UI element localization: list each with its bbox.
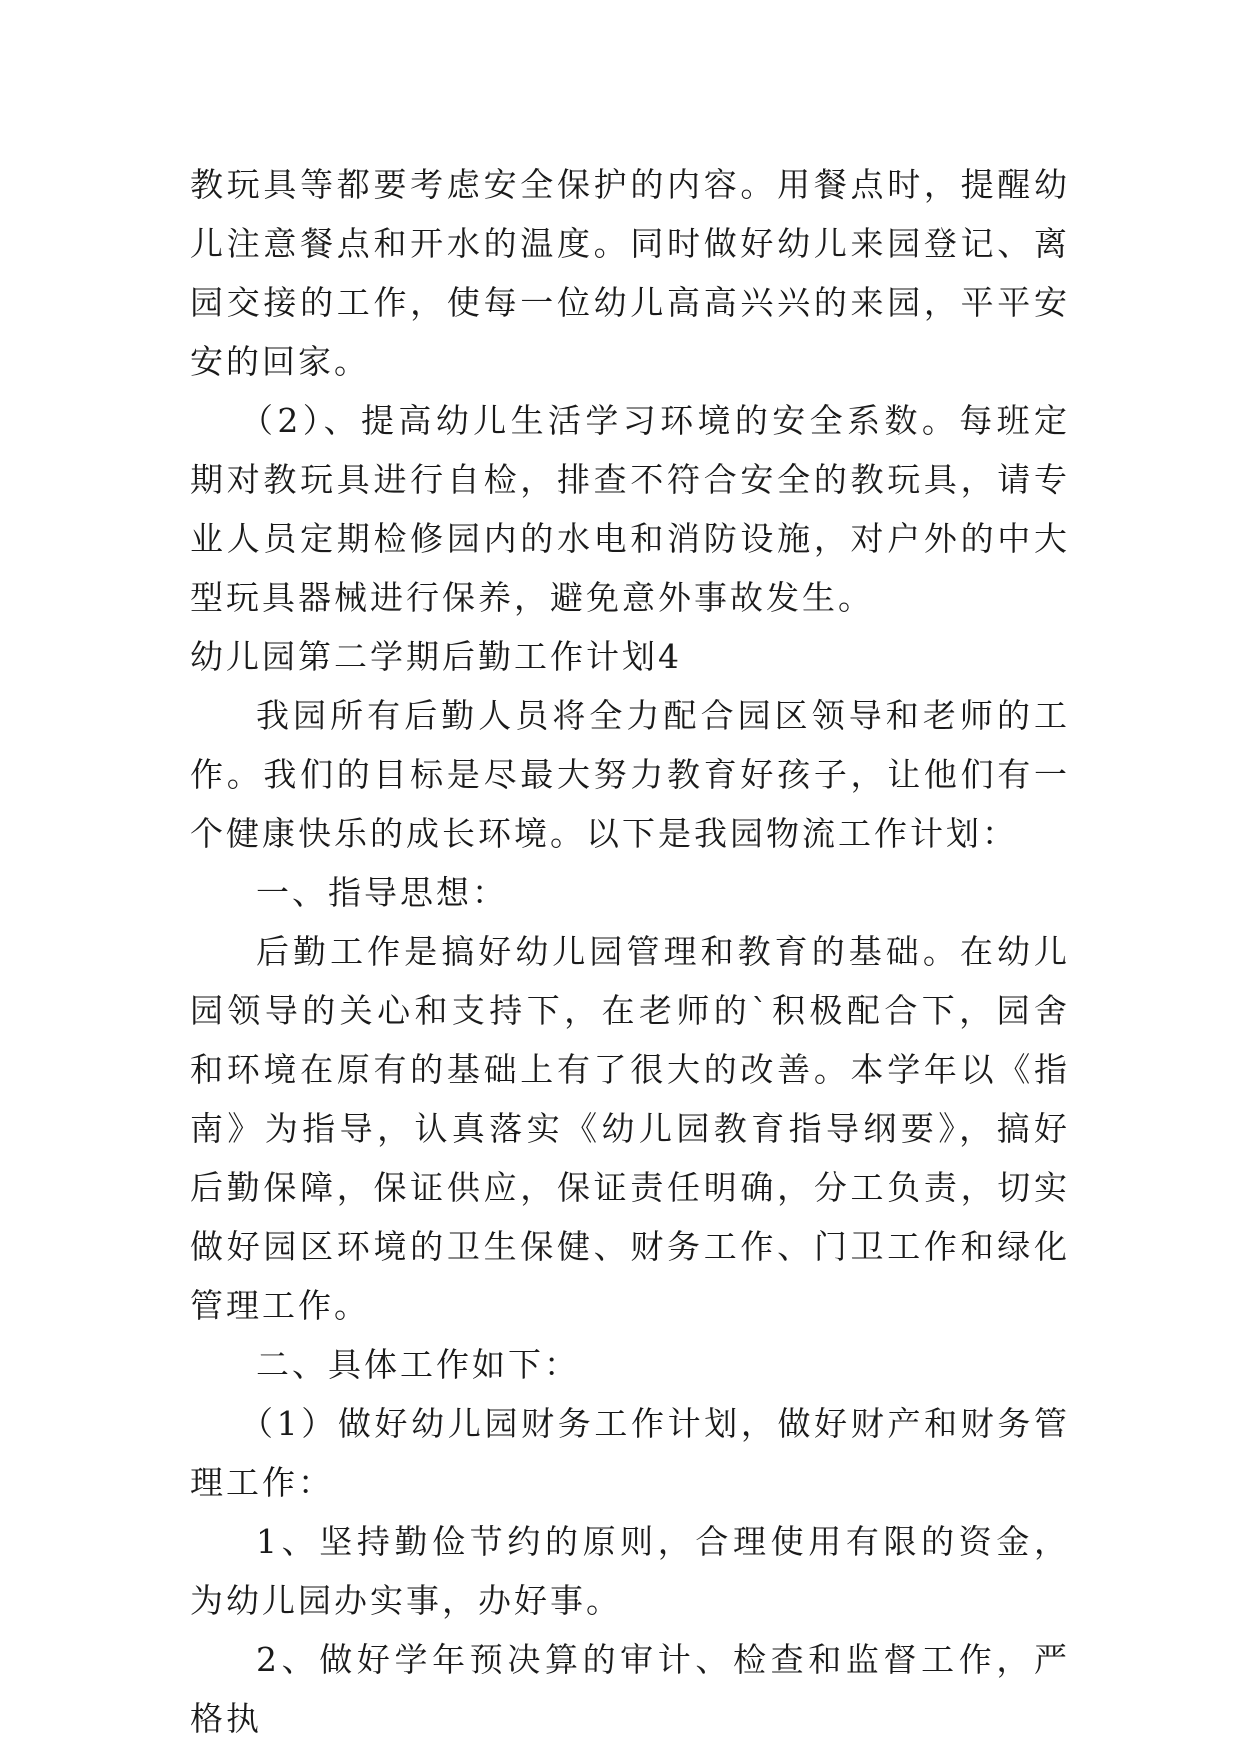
- document-body: [190, 155, 1070, 1748]
- paragraph-safety-environment: （2）、提高幼儿生活学习环境的安全系数。每班定期对教玩具进行自检，排查不符合安全的教玩具，请专业人员定期检修园内的水电和消防设施，对户外的中大型玩具器械进行保养，避免意外事故发生。: [190, 401, 1070, 617]
- list-item-1: 1、坚持勤俭节约的原则，合理使用有限的资金，为幼儿园办实事，办好事。: [190, 1522, 1070, 1620]
- section-title: 幼儿园第二学期后勤工作计划4: [190, 637, 682, 676]
- paragraph-intro: 我园所有后勤人员将全力配合园区领导和老师的工作。我们的目标是尽最大努力教育好孩子，让他们有一个健康快乐的成长环境。以下是我园物流工作计划：: [190, 696, 1070, 853]
- heading-specific-work: 二、具体工作如下：: [256, 1345, 580, 1384]
- heading-guiding-ideology: 一、指导思想：: [256, 873, 508, 912]
- list-item-2: 2、做好学年预决算的审计、检查和监督工作，严格执: [190, 1640, 1070, 1738]
- paragraph-guiding-ideology: 后勤工作是搞好幼儿园管理和教育的基础。在幼儿园领导的关心和支持下，在老师的`积极配合下，园舍和环境在原有的基础上有了很大的改善。本学年以《指南》为指导，认真落实《幼儿园教育指导纲要》，搞好后勤保障，保证供应，保证责任明确，分工负责，切实做好园区环境的卫生保健、财务工作、门卫工作和绿化管理工作。: [190, 932, 1070, 1325]
- paragraph-continued: 教玩具等都要考虑安全保护的内容。用餐点时，提醒幼儿注意餐点和开水的温度。同时做好幼儿来园登记、离园交接的工作，使每一位幼儿高高兴兴的来园，平平安安的回家。: [190, 165, 1070, 381]
- paragraph-finance-plan: （1）做好幼儿园财务工作计划，做好财产和财务管理工作：: [190, 1404, 1070, 1502]
